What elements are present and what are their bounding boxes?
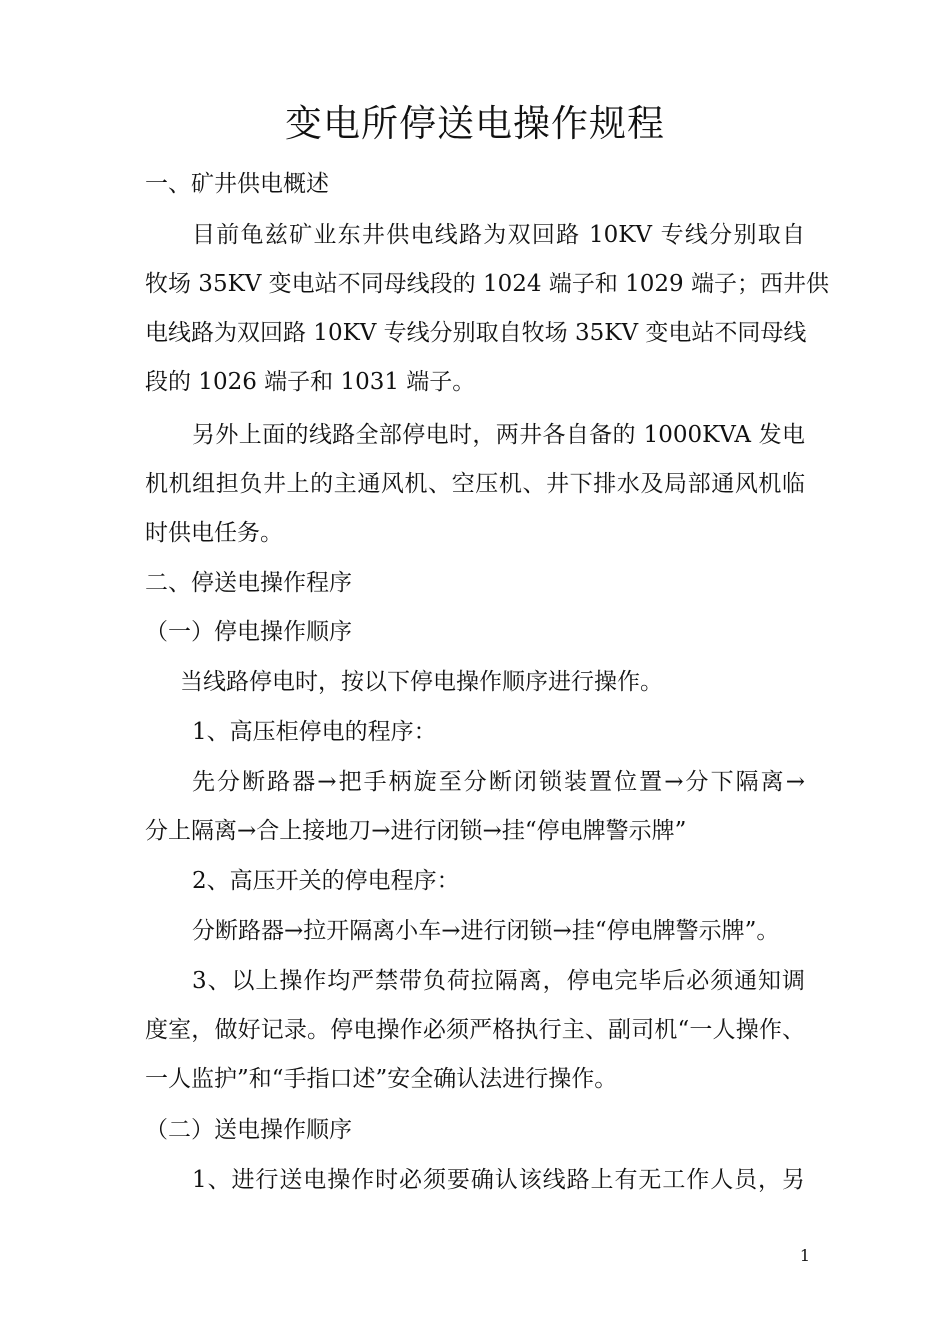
paragraph-line: 段的 1026 端子和 1031 端子。 bbox=[145, 369, 476, 395]
paragraph-line: 先分断路器→把手柄旋至分断闭锁装置位置→分下隔离→ bbox=[192, 769, 805, 795]
paragraph-line: 一人监护”和“手指口述”安全确认法进行操作。 bbox=[145, 1066, 618, 1092]
paragraph-line: 时供电任务。 bbox=[145, 520, 283, 546]
page-number: 1 bbox=[799, 1246, 810, 1265]
paragraph-line: 分上隔离→合上接地刀→进行闭锁→挂“停电牌警示牌” bbox=[145, 818, 687, 844]
paragraph-line: 3、以上操作均严禁带负荷拉隔离，停电完毕后必须通知调 bbox=[192, 968, 805, 994]
paragraph-line: 度室，做好记录。停电操作必须严格执行主、副司机“一人操作、 bbox=[145, 1017, 805, 1043]
paragraph-line: 当线路停电时，按以下停电操作顺序进行操作。 bbox=[180, 669, 663, 695]
subsection-heading-2: （二）送电操作顺序 bbox=[145, 1117, 352, 1143]
subsection-heading-1: （一）停电操作顺序 bbox=[145, 619, 352, 645]
document-title: 变电所停送电操作规程 bbox=[285, 102, 665, 145]
paragraph-line: 机机组担负井上的主通风机、空压机、井下排水及局部通风机临 bbox=[145, 471, 805, 497]
paragraph-line: 分断路器→拉开隔离小车→进行闭锁→挂“停电牌警示牌”。 bbox=[192, 918, 780, 944]
list-item-heading: 2、高压开关的停电程序： bbox=[192, 868, 460, 894]
section-heading-2: 二、停送电操作程序 bbox=[145, 570, 352, 596]
paragraph-line: 牧场 35KV 变电站不同母线段的 1024 端子和 1029 端子；西井供 bbox=[145, 271, 829, 297]
list-item-heading: 1、高压柜停电的程序： bbox=[192, 719, 437, 745]
paragraph-line: 另外上面的线路全部停电时，两井各自备的 1000KVA 发电 bbox=[192, 422, 805, 448]
paragraph-line: 电线路为双回路 10KV 专线分别取自牧场 35KV 变电站不同母线 bbox=[145, 320, 807, 346]
paragraph-line: 1、进行送电操作时必须要确认该线路上有无工作人员，另 bbox=[192, 1167, 805, 1193]
paragraph-line: 目前龟兹矿业东井供电线路为双回路 10KV 专线分别取自 bbox=[192, 222, 805, 248]
section-heading-1: 一、矿井供电概述 bbox=[145, 171, 329, 197]
